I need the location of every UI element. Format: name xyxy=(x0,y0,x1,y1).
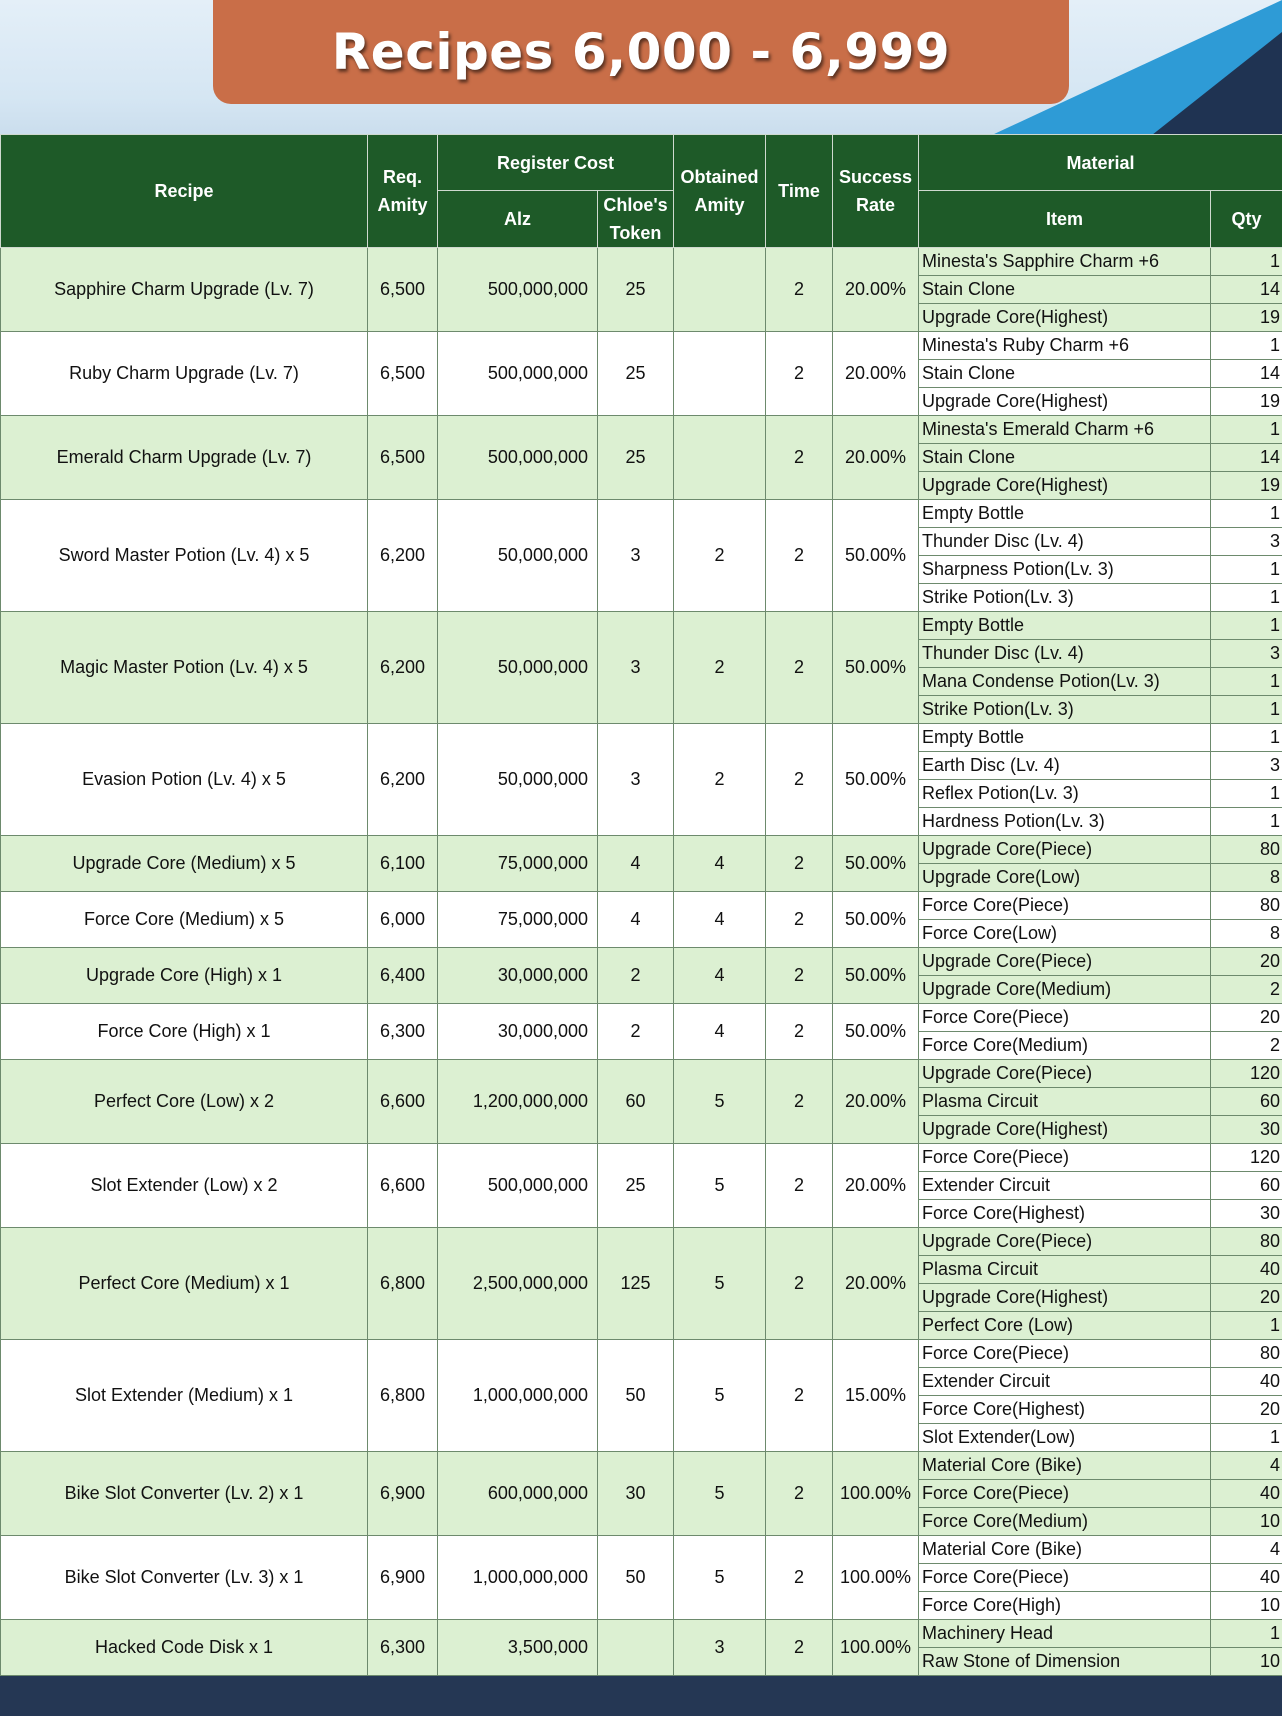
material-item: Strike Potion(Lv. 3) xyxy=(919,584,1211,612)
success-rate: 15.00% xyxy=(833,1340,919,1452)
material-item: Force Core(Piece) xyxy=(919,1004,1211,1032)
obtained-amity: 4 xyxy=(674,948,766,1004)
material-qty: 80 xyxy=(1211,1340,1282,1368)
success-rate: 20.00% xyxy=(833,332,919,416)
material-item: Stain Clone xyxy=(919,276,1211,304)
table-header xyxy=(1,135,1282,248)
time: 2 xyxy=(766,1536,833,1620)
chloes-token: 3 xyxy=(598,500,674,612)
req-amity: 6,500 xyxy=(368,248,438,332)
material-qty: 1 xyxy=(1211,1620,1282,1648)
table-row xyxy=(1,1340,1282,1368)
material-item: Upgrade Core(Piece) xyxy=(919,836,1211,864)
material-qty: 8 xyxy=(1211,920,1282,948)
req-amity: 6,500 xyxy=(368,332,438,416)
obtained-amity xyxy=(674,416,766,500)
req-amity: 6,900 xyxy=(368,1452,438,1536)
alz-cost: 2,500,000,000 xyxy=(438,1228,598,1340)
decor-stripe-navy xyxy=(1152,32,1282,135)
time: 2 xyxy=(766,948,833,1004)
obtained-amity: 2 xyxy=(674,500,766,612)
obtained-amity: 4 xyxy=(674,836,766,892)
recipe-name: Hacked Code Disk x 1 xyxy=(1,1620,368,1676)
success-rate: 20.00% xyxy=(833,1144,919,1228)
req-amity: 6,300 xyxy=(368,1620,438,1676)
success-rate: 50.00% xyxy=(833,612,919,724)
material-item: Upgrade Core(Highest) xyxy=(919,1116,1211,1144)
recipe-name: Slot Extender (Medium) x 1 xyxy=(1,1340,368,1452)
material-item: Thunder Disc (Lv. 4) xyxy=(919,528,1211,556)
material-item: Extender Circuit xyxy=(919,1172,1211,1200)
material-item: Force Core(Piece) xyxy=(919,892,1211,920)
alz-cost: 75,000,000 xyxy=(438,892,598,948)
success-rate: 50.00% xyxy=(833,1004,919,1060)
time: 2 xyxy=(766,1228,833,1340)
recipe-name: Sword Master Potion (Lv. 4) x 5 xyxy=(1,500,368,612)
time: 2 xyxy=(766,612,833,724)
table-row xyxy=(1,892,1282,920)
success-rate: 50.00% xyxy=(833,836,919,892)
success-rate: 50.00% xyxy=(833,724,919,836)
alz-cost: 50,000,000 xyxy=(438,724,598,836)
material-qty: 4 xyxy=(1211,1536,1282,1564)
success-rate: 20.00% xyxy=(833,1228,919,1340)
material-qty: 20 xyxy=(1211,1004,1282,1032)
req-amity: 6,800 xyxy=(368,1228,438,1340)
material-item: Stain Clone xyxy=(919,360,1211,388)
material-qty: 60 xyxy=(1211,1088,1282,1116)
chloes-token: 4 xyxy=(598,892,674,948)
material-qty: 10 xyxy=(1211,1648,1282,1676)
material-item: Force Core(Piece) xyxy=(919,1144,1211,1172)
material-qty: 1 xyxy=(1211,1424,1282,1452)
material-item: Machinery Head xyxy=(919,1620,1211,1648)
chloes-token: 2 xyxy=(598,1004,674,1060)
table-row xyxy=(1,1144,1282,1172)
material-qty: 80 xyxy=(1211,892,1282,920)
success-rate: 20.00% xyxy=(833,416,919,500)
table-row xyxy=(1,724,1282,752)
material-item: Minesta's Ruby Charm +6 xyxy=(919,332,1211,360)
material-qty: 4 xyxy=(1211,1452,1282,1480)
page-title: Recipes 6,000 - 6,999 xyxy=(331,23,951,81)
header-item: Item xyxy=(919,191,1211,248)
header-material: Material xyxy=(919,135,1282,191)
time: 2 xyxy=(766,1004,833,1060)
req-amity: 6,200 xyxy=(368,500,438,612)
material-item: Upgrade Core(Low) xyxy=(919,864,1211,892)
table-body xyxy=(1,248,1282,1676)
material-item: Extender Circuit xyxy=(919,1368,1211,1396)
req-amity: 6,800 xyxy=(368,1340,438,1452)
header-qty: Qty xyxy=(1211,191,1282,248)
material-qty: 1 xyxy=(1211,780,1282,808)
material-qty: 60 xyxy=(1211,1172,1282,1200)
req-amity: 6,000 xyxy=(368,892,438,948)
obtained-amity: 5 xyxy=(674,1452,766,1536)
material-qty: 20 xyxy=(1211,948,1282,976)
chloes-token: 3 xyxy=(598,612,674,724)
recipe-name: Ruby Charm Upgrade (Lv. 7) xyxy=(1,332,368,416)
material-qty: 80 xyxy=(1211,1228,1282,1256)
material-item: Raw Stone of Dimension xyxy=(919,1648,1211,1676)
chloes-token: 25 xyxy=(598,332,674,416)
material-item: Hardness Potion(Lv. 3) xyxy=(919,808,1211,836)
req-amity: 6,600 xyxy=(368,1144,438,1228)
header-chloes-token: Chloe's Token xyxy=(598,191,674,248)
material-qty: 1 xyxy=(1211,416,1282,444)
chloes-token: 50 xyxy=(598,1536,674,1620)
obtained-amity xyxy=(674,332,766,416)
obtained-amity: 5 xyxy=(674,1536,766,1620)
req-amity: 6,100 xyxy=(368,836,438,892)
material-item: Thunder Disc (Lv. 4) xyxy=(919,640,1211,668)
recipe-name: Sapphire Charm Upgrade (Lv. 7) xyxy=(1,248,368,332)
material-item: Upgrade Core(Highest) xyxy=(919,388,1211,416)
table-row xyxy=(1,1228,1282,1256)
title-banner xyxy=(213,0,1069,104)
chloes-token: 2 xyxy=(598,948,674,1004)
material-qty: 40 xyxy=(1211,1480,1282,1508)
alz-cost: 1,200,000,000 xyxy=(438,1060,598,1144)
material-item: Upgrade Core(Highest) xyxy=(919,304,1211,332)
material-qty: 19 xyxy=(1211,388,1282,416)
material-item: Upgrade Core(Piece) xyxy=(919,1228,1211,1256)
material-qty: 1 xyxy=(1211,696,1282,724)
header-register-cost: Register Cost xyxy=(438,135,674,191)
material-qty: 1 xyxy=(1211,248,1282,276)
req-amity: 6,500 xyxy=(368,416,438,500)
obtained-amity: 2 xyxy=(674,612,766,724)
material-item: Earth Disc (Lv. 4) xyxy=(919,752,1211,780)
alz-cost: 500,000,000 xyxy=(438,248,598,332)
material-qty: 10 xyxy=(1211,1592,1282,1620)
material-item: Slot Extender(Low) xyxy=(919,1424,1211,1452)
material-qty: 8 xyxy=(1211,864,1282,892)
header-success-rate: Success Rate xyxy=(833,135,919,248)
recipe-name: Perfect Core (Medium) x 1 xyxy=(1,1228,368,1340)
material-item: Upgrade Core(Medium) xyxy=(919,976,1211,1004)
req-amity: 6,200 xyxy=(368,612,438,724)
success-rate: 100.00% xyxy=(833,1536,919,1620)
material-qty: 120 xyxy=(1211,1060,1282,1088)
obtained-amity: 2 xyxy=(674,724,766,836)
table-row xyxy=(1,416,1282,444)
alz-cost: 30,000,000 xyxy=(438,1004,598,1060)
success-rate: 20.00% xyxy=(833,248,919,332)
material-item: Upgrade Core(Piece) xyxy=(919,948,1211,976)
table-row xyxy=(1,500,1282,528)
chloes-token xyxy=(598,1620,674,1676)
header-recipe: Recipe xyxy=(1,135,368,248)
req-amity: 6,600 xyxy=(368,1060,438,1144)
material-qty: 19 xyxy=(1211,304,1282,332)
material-qty: 120 xyxy=(1211,1144,1282,1172)
recipe-name: Emerald Charm Upgrade (Lv. 7) xyxy=(1,416,368,500)
recipe-name: Magic Master Potion (Lv. 4) x 5 xyxy=(1,612,368,724)
material-qty: 1 xyxy=(1211,1312,1282,1340)
recipe-name: Slot Extender (Low) x 2 xyxy=(1,1144,368,1228)
req-amity: 6,200 xyxy=(368,724,438,836)
obtained-amity: 4 xyxy=(674,892,766,948)
table-row xyxy=(1,948,1282,976)
material-item: Force Core(Medium) xyxy=(919,1032,1211,1060)
table-row xyxy=(1,332,1282,360)
recipe-name: Evasion Potion (Lv. 4) x 5 xyxy=(1,724,368,836)
chloes-token: 25 xyxy=(598,248,674,332)
material-item: Empty Bottle xyxy=(919,612,1211,640)
chloes-token: 50 xyxy=(598,1340,674,1452)
material-item: Force Core(Low) xyxy=(919,920,1211,948)
material-item: Force Core(Medium) xyxy=(919,1508,1211,1536)
chloes-token: 25 xyxy=(598,416,674,500)
obtained-amity: 5 xyxy=(674,1144,766,1228)
material-qty: 3 xyxy=(1211,528,1282,556)
time: 2 xyxy=(766,892,833,948)
material-qty: 1 xyxy=(1211,500,1282,528)
table-row xyxy=(1,248,1282,276)
time: 2 xyxy=(766,1620,833,1676)
obtained-amity: 5 xyxy=(674,1340,766,1452)
table-row xyxy=(1,1620,1282,1648)
material-qty: 30 xyxy=(1211,1116,1282,1144)
header-alz: Alz xyxy=(438,191,598,248)
footer-bar xyxy=(0,1674,1282,1716)
table-row xyxy=(1,836,1282,864)
alz-cost: 1,000,000,000 xyxy=(438,1536,598,1620)
material-item: Empty Bottle xyxy=(919,500,1211,528)
header-req-amity: Req. Amity xyxy=(368,135,438,248)
time: 2 xyxy=(766,724,833,836)
material-qty: 1 xyxy=(1211,332,1282,360)
time: 2 xyxy=(766,1340,833,1452)
material-item: Force Core(Highest) xyxy=(919,1200,1211,1228)
alz-cost: 1,000,000,000 xyxy=(438,1340,598,1452)
alz-cost: 30,000,000 xyxy=(438,948,598,1004)
material-qty: 10 xyxy=(1211,1508,1282,1536)
success-rate: 100.00% xyxy=(833,1452,919,1536)
table-row xyxy=(1,1060,1282,1088)
material-item: Reflex Potion(Lv. 3) xyxy=(919,780,1211,808)
material-item: Minesta's Emerald Charm +6 xyxy=(919,416,1211,444)
material-item: Perfect Core (Low) xyxy=(919,1312,1211,1340)
recipe-table xyxy=(0,134,1282,1676)
recipe-name: Upgrade Core (High) x 1 xyxy=(1,948,368,1004)
table-row xyxy=(1,1452,1282,1480)
alz-cost: 75,000,000 xyxy=(438,836,598,892)
alz-cost: 500,000,000 xyxy=(438,416,598,500)
recipe-name: Upgrade Core (Medium) x 5 xyxy=(1,836,368,892)
material-qty: 3 xyxy=(1211,640,1282,668)
time: 2 xyxy=(766,500,833,612)
success-rate: 100.00% xyxy=(833,1620,919,1676)
obtained-amity: 5 xyxy=(674,1228,766,1340)
material-qty: 30 xyxy=(1211,1200,1282,1228)
material-item: Force Core(Highest) xyxy=(919,1396,1211,1424)
time: 2 xyxy=(766,836,833,892)
material-qty: 20 xyxy=(1211,1396,1282,1424)
material-qty: 1 xyxy=(1211,556,1282,584)
alz-cost: 500,000,000 xyxy=(438,1144,598,1228)
material-item: Force Core(Piece) xyxy=(919,1564,1211,1592)
chloes-token: 30 xyxy=(598,1452,674,1536)
material-qty: 1 xyxy=(1211,668,1282,696)
chloes-token: 3 xyxy=(598,724,674,836)
recipe-name: Bike Slot Converter (Lv. 2) x 1 xyxy=(1,1452,368,1536)
material-qty: 1 xyxy=(1211,612,1282,640)
alz-cost: 500,000,000 xyxy=(438,332,598,416)
chloes-token: 60 xyxy=(598,1060,674,1144)
material-qty: 14 xyxy=(1211,360,1282,388)
recipe-name: Bike Slot Converter (Lv. 3) x 1 xyxy=(1,1536,368,1620)
material-qty: 2 xyxy=(1211,976,1282,1004)
time: 2 xyxy=(766,1452,833,1536)
success-rate: 50.00% xyxy=(833,948,919,1004)
req-amity: 6,300 xyxy=(368,1004,438,1060)
material-qty: 3 xyxy=(1211,752,1282,780)
material-qty: 14 xyxy=(1211,444,1282,472)
success-rate: 20.00% xyxy=(833,1060,919,1144)
recipe-name: Perfect Core (Low) x 2 xyxy=(1,1060,368,1144)
material-item: Empty Bottle xyxy=(919,724,1211,752)
material-qty: 40 xyxy=(1211,1368,1282,1396)
alz-cost: 3,500,000 xyxy=(438,1620,598,1676)
material-qty: 20 xyxy=(1211,1284,1282,1312)
time: 2 xyxy=(766,248,833,332)
req-amity: 6,400 xyxy=(368,948,438,1004)
material-qty: 1 xyxy=(1211,724,1282,752)
material-qty: 80 xyxy=(1211,836,1282,864)
table-row xyxy=(1,1536,1282,1564)
material-item: Force Core(Piece) xyxy=(919,1480,1211,1508)
material-item: Upgrade Core(Highest) xyxy=(919,1284,1211,1312)
chloes-token: 25 xyxy=(598,1144,674,1228)
alz-cost: 600,000,000 xyxy=(438,1452,598,1536)
material-qty: 40 xyxy=(1211,1256,1282,1284)
time: 2 xyxy=(766,1144,833,1228)
time: 2 xyxy=(766,416,833,500)
recipe-name: Force Core (Medium) x 5 xyxy=(1,892,368,948)
material-qty: 19 xyxy=(1211,472,1282,500)
alz-cost: 50,000,000 xyxy=(438,612,598,724)
chloes-token: 125 xyxy=(598,1228,674,1340)
obtained-amity xyxy=(674,248,766,332)
obtained-amity: 3 xyxy=(674,1620,766,1676)
material-qty: 40 xyxy=(1211,1564,1282,1592)
table-row xyxy=(1,612,1282,640)
material-item: Force Core(High) xyxy=(919,1592,1211,1620)
alz-cost: 50,000,000 xyxy=(438,500,598,612)
req-amity: 6,900 xyxy=(368,1536,438,1620)
time: 2 xyxy=(766,1060,833,1144)
recipe-name: Force Core (High) x 1 xyxy=(1,1004,368,1060)
header-obtained-amity: Obtained Amity xyxy=(674,135,766,248)
material-item: Force Core(Piece) xyxy=(919,1340,1211,1368)
material-qty: 14 xyxy=(1211,276,1282,304)
material-item: Stain Clone xyxy=(919,444,1211,472)
table-row xyxy=(1,1004,1282,1032)
header-time: Time xyxy=(766,135,833,248)
time: 2 xyxy=(766,332,833,416)
material-qty: 1 xyxy=(1211,584,1282,612)
material-qty: 1 xyxy=(1211,808,1282,836)
obtained-amity: 5 xyxy=(674,1060,766,1144)
material-item: Minesta's Sapphire Charm +6 xyxy=(919,248,1211,276)
material-qty: 2 xyxy=(1211,1032,1282,1060)
material-item: Strike Potion(Lv. 3) xyxy=(919,696,1211,724)
material-item: Plasma Circuit xyxy=(919,1256,1211,1284)
obtained-amity: 4 xyxy=(674,1004,766,1060)
success-rate: 50.00% xyxy=(833,892,919,948)
material-item: Plasma Circuit xyxy=(919,1088,1211,1116)
chloes-token: 4 xyxy=(598,836,674,892)
material-item: Material Core (Bike) xyxy=(919,1452,1211,1480)
material-item: Sharpness Potion(Lv. 3) xyxy=(919,556,1211,584)
material-item: Upgrade Core(Highest) xyxy=(919,472,1211,500)
material-item: Mana Condense Potion(Lv. 3) xyxy=(919,668,1211,696)
material-item: Material Core (Bike) xyxy=(919,1536,1211,1564)
success-rate: 50.00% xyxy=(833,500,919,612)
material-item: Upgrade Core(Piece) xyxy=(919,1060,1211,1088)
